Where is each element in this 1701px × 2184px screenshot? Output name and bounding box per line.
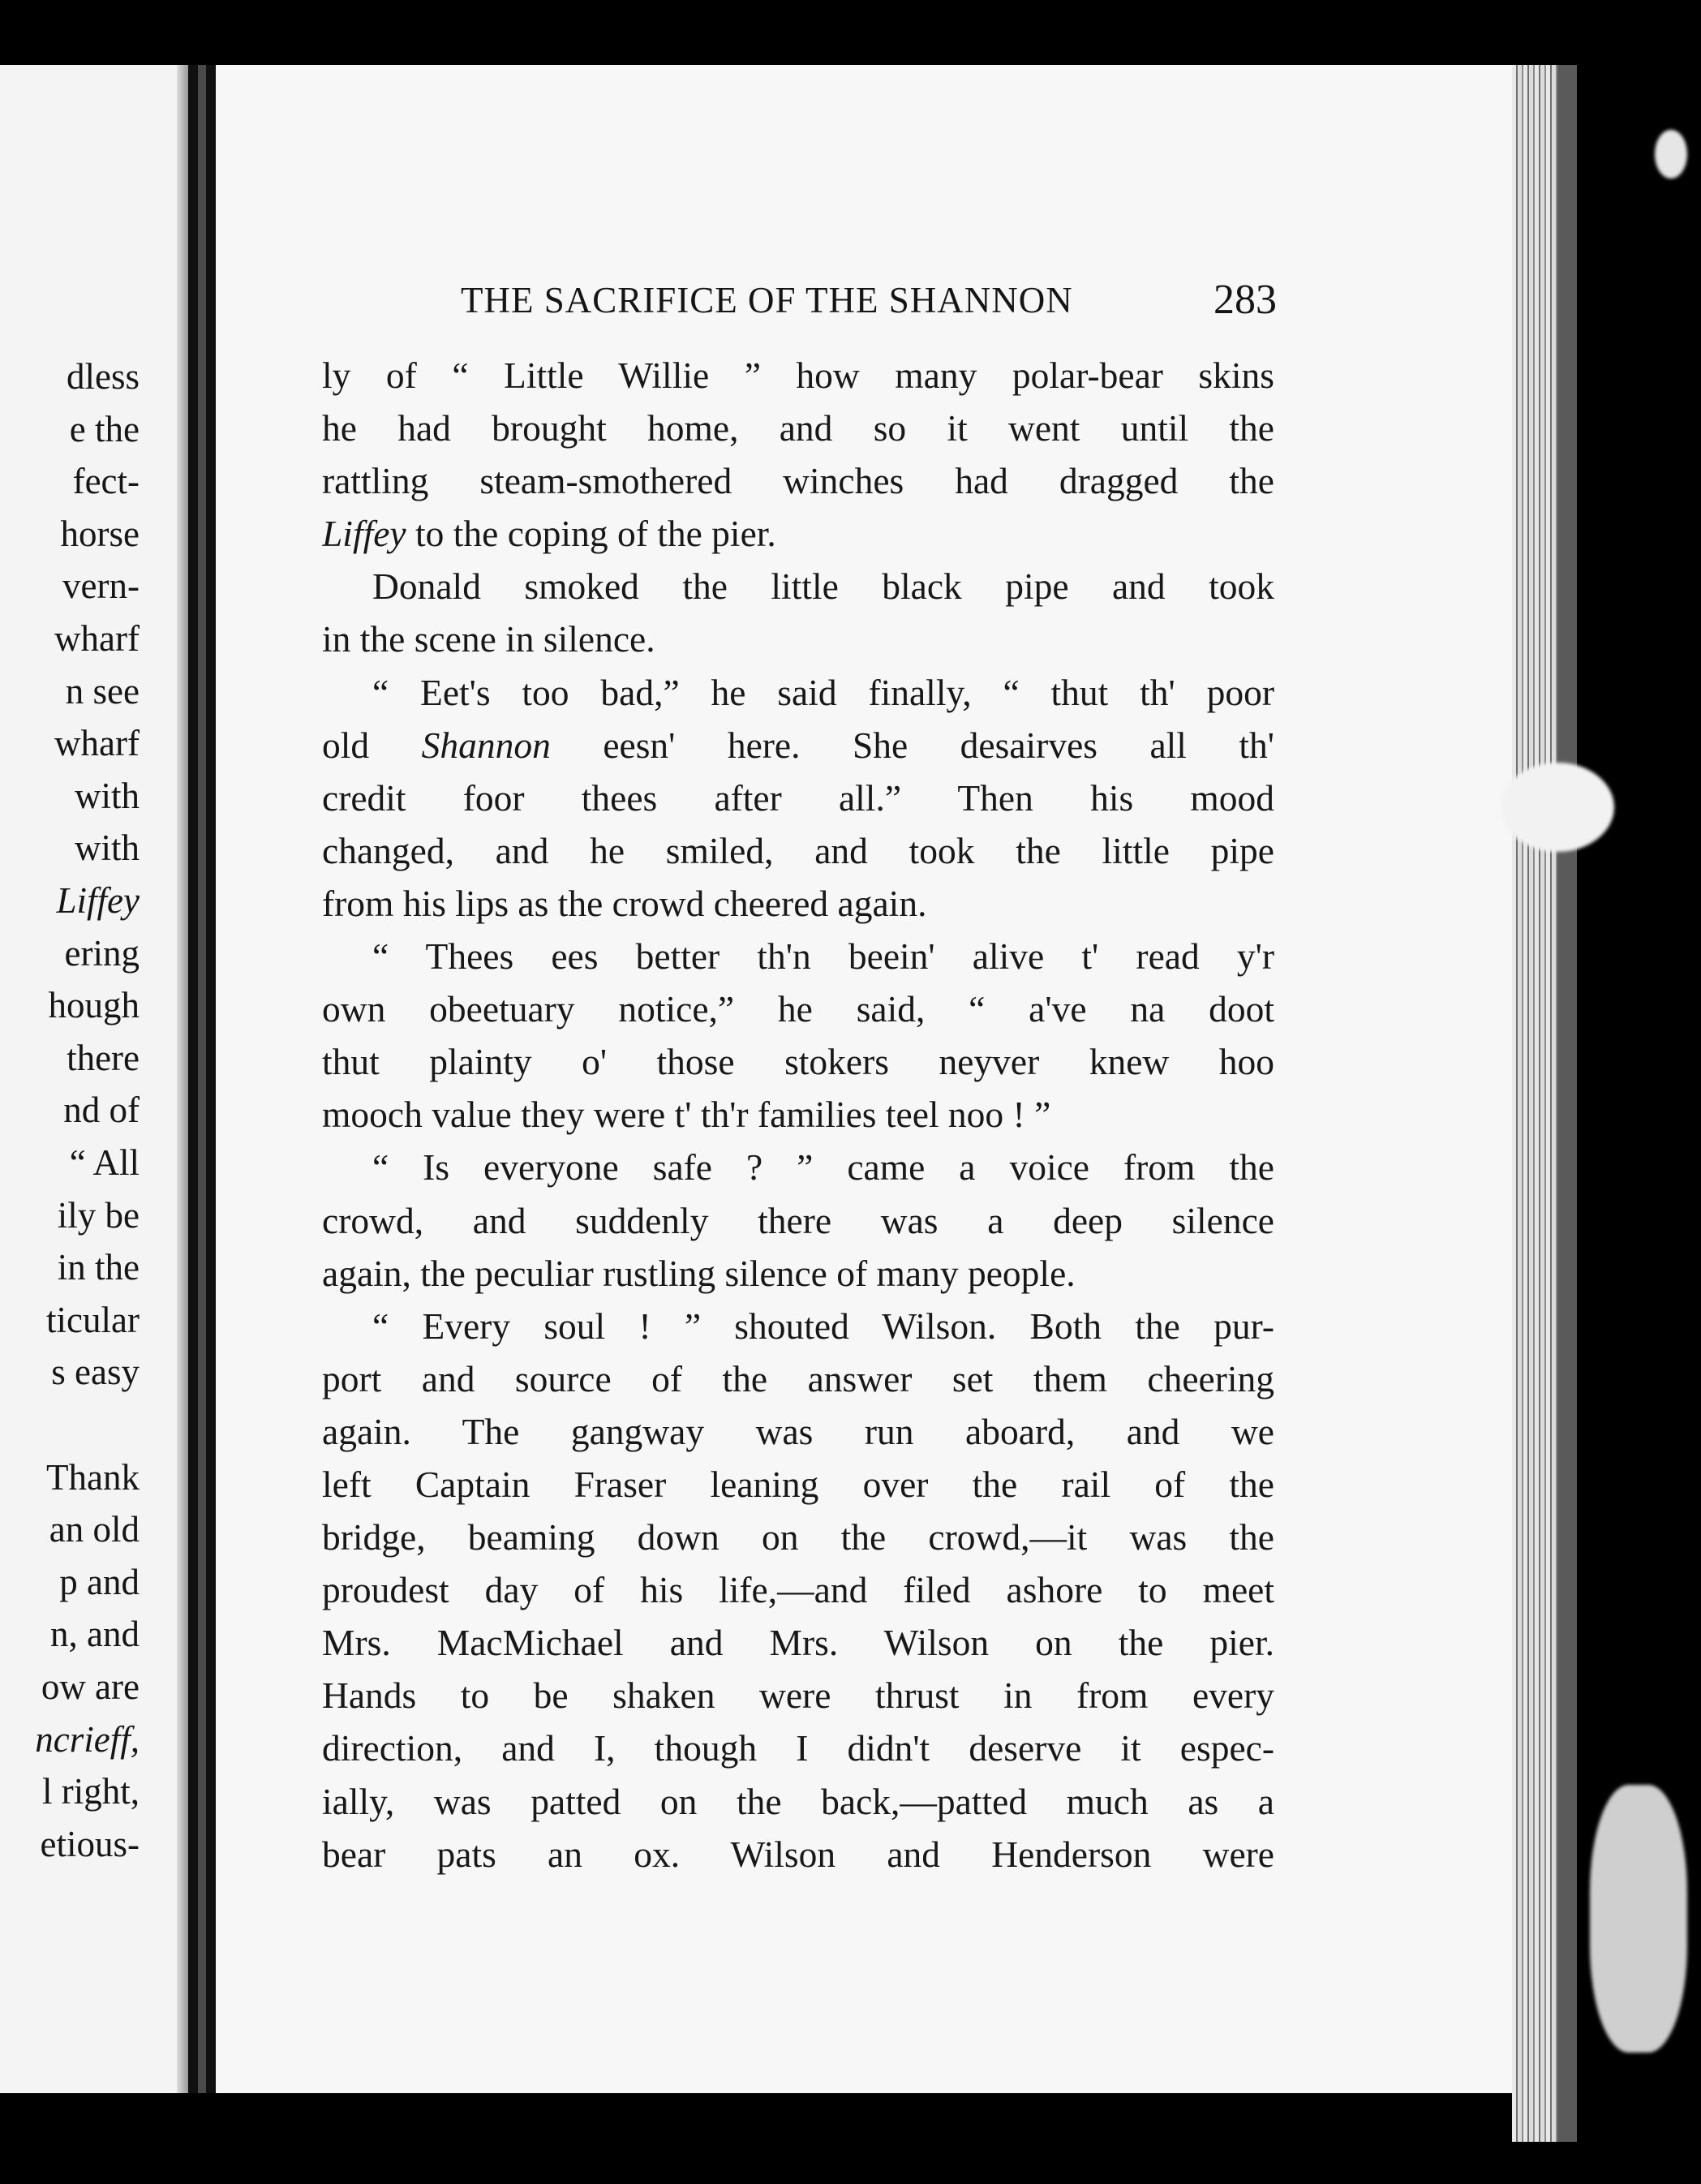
left-page-fragment: wharf [54,618,140,659]
text-line: again. The gangway was run aboard, and we [322,1410,1274,1452]
left-page-fragment: an old [49,1509,140,1550]
text-line: again, the peculiar rustling silence of many people. [322,1252,1076,1294]
left-page-fragment: nd of [63,1090,140,1131]
left-page-fragment: l right, [42,1771,140,1812]
text-line: left Captain Fraser leaning over the rail of the [322,1463,1274,1505]
page-number: 283 [1213,277,1277,323]
text-line: “ Eet's too bad,” he said finally, “ thut th' poor [372,671,1274,713]
left-page-fragment: with [74,828,140,869]
text-line: port and source of the answer set them cheering [322,1357,1274,1399]
text-line: bridge, beaming down on the crowd,—it was the [322,1516,1274,1558]
left-page-fragment: p and [59,1561,140,1602]
text-line: changed, and he smiled, and took the little pipe [322,829,1274,871]
text-line: “ Is everyone safe ? ” came a voice from the [372,1146,1274,1189]
text-line: direction, and I, though I didn't deserve it espec- [322,1727,1274,1769]
left-page [0,65,188,2093]
text-line: Mrs. MacMichael and Mrs. Wilson on the pier. [322,1622,1274,1664]
text-line: ly of “ Little Willie ” how many polar-bear skins [322,355,1274,396]
text-line: Donald smoked the little black pipe and took [372,565,1274,608]
edge-smudge [1501,763,1614,852]
text-line: credit foor thees after all.” Then his mood [322,776,1274,819]
text-line: proudest day of his life,—and filed ashore to meet [322,1569,1274,1611]
left-page-fragment: “ All [69,1142,140,1183]
book-gutter [188,65,216,2093]
running-head: THE SACRIFICE OF THE SHANNON [461,280,1073,320]
left-page-fragment: in the [57,1247,140,1288]
text-line: rattling steam-smothered winches had dragged the [322,460,1274,502]
text-line: bear pats an ox. Wilson and Henderson were [322,1833,1274,1875]
text-line: “ Thees ees better th'n beein' alive t' read y'r [372,935,1274,978]
text-line: in the scene in silence. [322,618,655,660]
left-page-fragment: horse [60,513,140,554]
left-page-fragment: ering [64,932,140,974]
text-line: own obeetuary notice,” he said, “ a've na doot [322,988,1274,1030]
left-page-fragment: there [67,1037,140,1078]
edge-smudge [1655,130,1687,178]
left-page-fragment: fect- [72,461,140,502]
text-line: ially, was patted on the back,—patted much as a [322,1780,1274,1822]
text-line: he had brought home, and so it went until the [322,407,1274,449]
left-page-fragment: n, and [50,1614,140,1655]
left-page-fragment: vern- [62,565,140,607]
left-page-fragment: n see [65,670,140,712]
text-line: “ Every soul ! ” shouted Wilson. Both the pur- [372,1305,1274,1347]
left-page-fragment: with [74,775,140,816]
text-line: old Shannon eesn' here. She desairves all th' [322,724,1274,766]
left-page-fragment: ow are [41,1666,140,1707]
body-text [322,349,1274,1881]
left-page-fragment: Thank [46,1456,140,1498]
edge-smudge [1590,1785,1687,2053]
left-page-fragment: ily be [57,1194,140,1236]
left-page-fragment: etious- [40,1823,140,1864]
left-page-fragment: ncrieff, [35,1718,140,1760]
left-page-fragment: dless [67,356,140,397]
left-page-fragment: Liffey [56,880,140,921]
left-page-fragment: hough [48,985,140,1026]
left-page-fragment: s easy [51,1352,140,1393]
left-page-fragment: ticular [46,1299,140,1340]
text-line: from his lips as the crowd cheered again. [322,882,927,924]
text-line: mooch value they were t' th'r families teel noo ! ” [322,1094,1051,1136]
page-edges [1512,65,1557,2142]
left-page-fragment: e the [69,408,140,449]
text-line: Liffey to the coping of the pier. [322,513,776,555]
left-page-fragment: wharf [54,723,140,764]
text-line: crowd, and suddenly there was a deep silence [322,1199,1274,1241]
text-line: thut plainty o' those stokers neyver knew hoo [322,1041,1274,1083]
text-line: Hands to be shaken were thrust in from every [322,1675,1274,1717]
